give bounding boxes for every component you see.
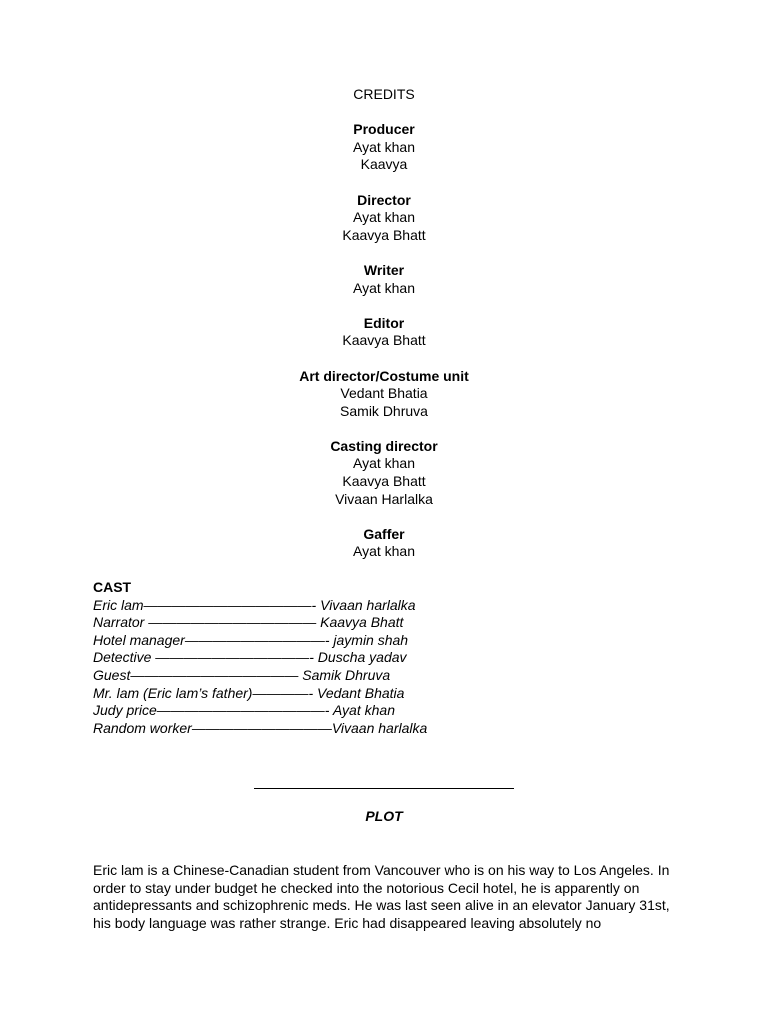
cast-line: Guest———————————— Samik Dhruva [93,666,391,683]
credit-editor [0,315,768,350]
cast-line: Eric lam————————————- Vivaan harlalka [93,596,416,613]
credit-role: Casting director [330,437,438,454]
credit-name: Ayat khan [352,455,415,472]
credit-role: Producer [353,121,415,138]
cast-line: Judy price————————————- Ayat khan [93,702,395,719]
credit-art-director [0,368,768,421]
credits-section [0,86,768,579]
credit-casting-director [0,438,768,508]
cast-line: Mr. lam (Eric lam’s father)————- Vedant Bhatia [93,684,405,701]
credits-title: CREDITS [353,86,415,102]
credit-role: Editor [363,314,405,331]
cast-line: Narrator ———————————— Kaavya Bhatt [93,614,404,631]
cast-line: Detective ———————————- Duscha yadav [93,649,407,666]
credit-writer [0,262,768,297]
credit-name: Kaavya [360,156,408,173]
credit-role: Writer [363,261,405,278]
credit-director [0,192,768,245]
credit-producer [0,121,768,174]
cast-heading: CAST [93,579,132,595]
credit-name: Vivaan Harlalka [335,490,433,507]
credit-role: Director [357,191,411,208]
cast-section [93,579,427,737]
credit-role: Art director/Costume unit [299,367,469,384]
credit-name: Ayat khan [352,138,415,155]
credit-name: Kaavya Bhatt [342,226,426,243]
cast-line: Random worker——————————Vivaan harlalka [93,719,428,736]
credit-name: Ayat khan [352,279,415,296]
credit-gaffer [0,526,768,561]
credit-name: Ayat khan [352,543,415,560]
credit-name: Kaavya Bhatt [342,332,426,349]
credit-role: Gaffer [363,525,405,542]
credit-name: Ayat khan [352,209,415,226]
section-divider [254,788,514,789]
plot-paragraph: Eric lam is a Chinese-Canadian student from Vancouver who is on his way to Los Angeles. In order to stay under budget he checked into the notorious Cecil hotel, he is apparently on antidepressants and schizophrenic meds. He was last seen alive in an elevator January 31st, his body language was rather strange. Eric had disappeared leaving absolutely no [93,862,670,931]
cast-line: Hotel manager——————————- jaymin shah [93,631,409,648]
credit-name: Samik Dhruva [340,402,428,419]
plot-heading: PLOT [365,808,403,824]
credit-name: Vedant Bhatia [340,385,428,402]
credit-name: Kaavya Bhatt [342,473,426,490]
